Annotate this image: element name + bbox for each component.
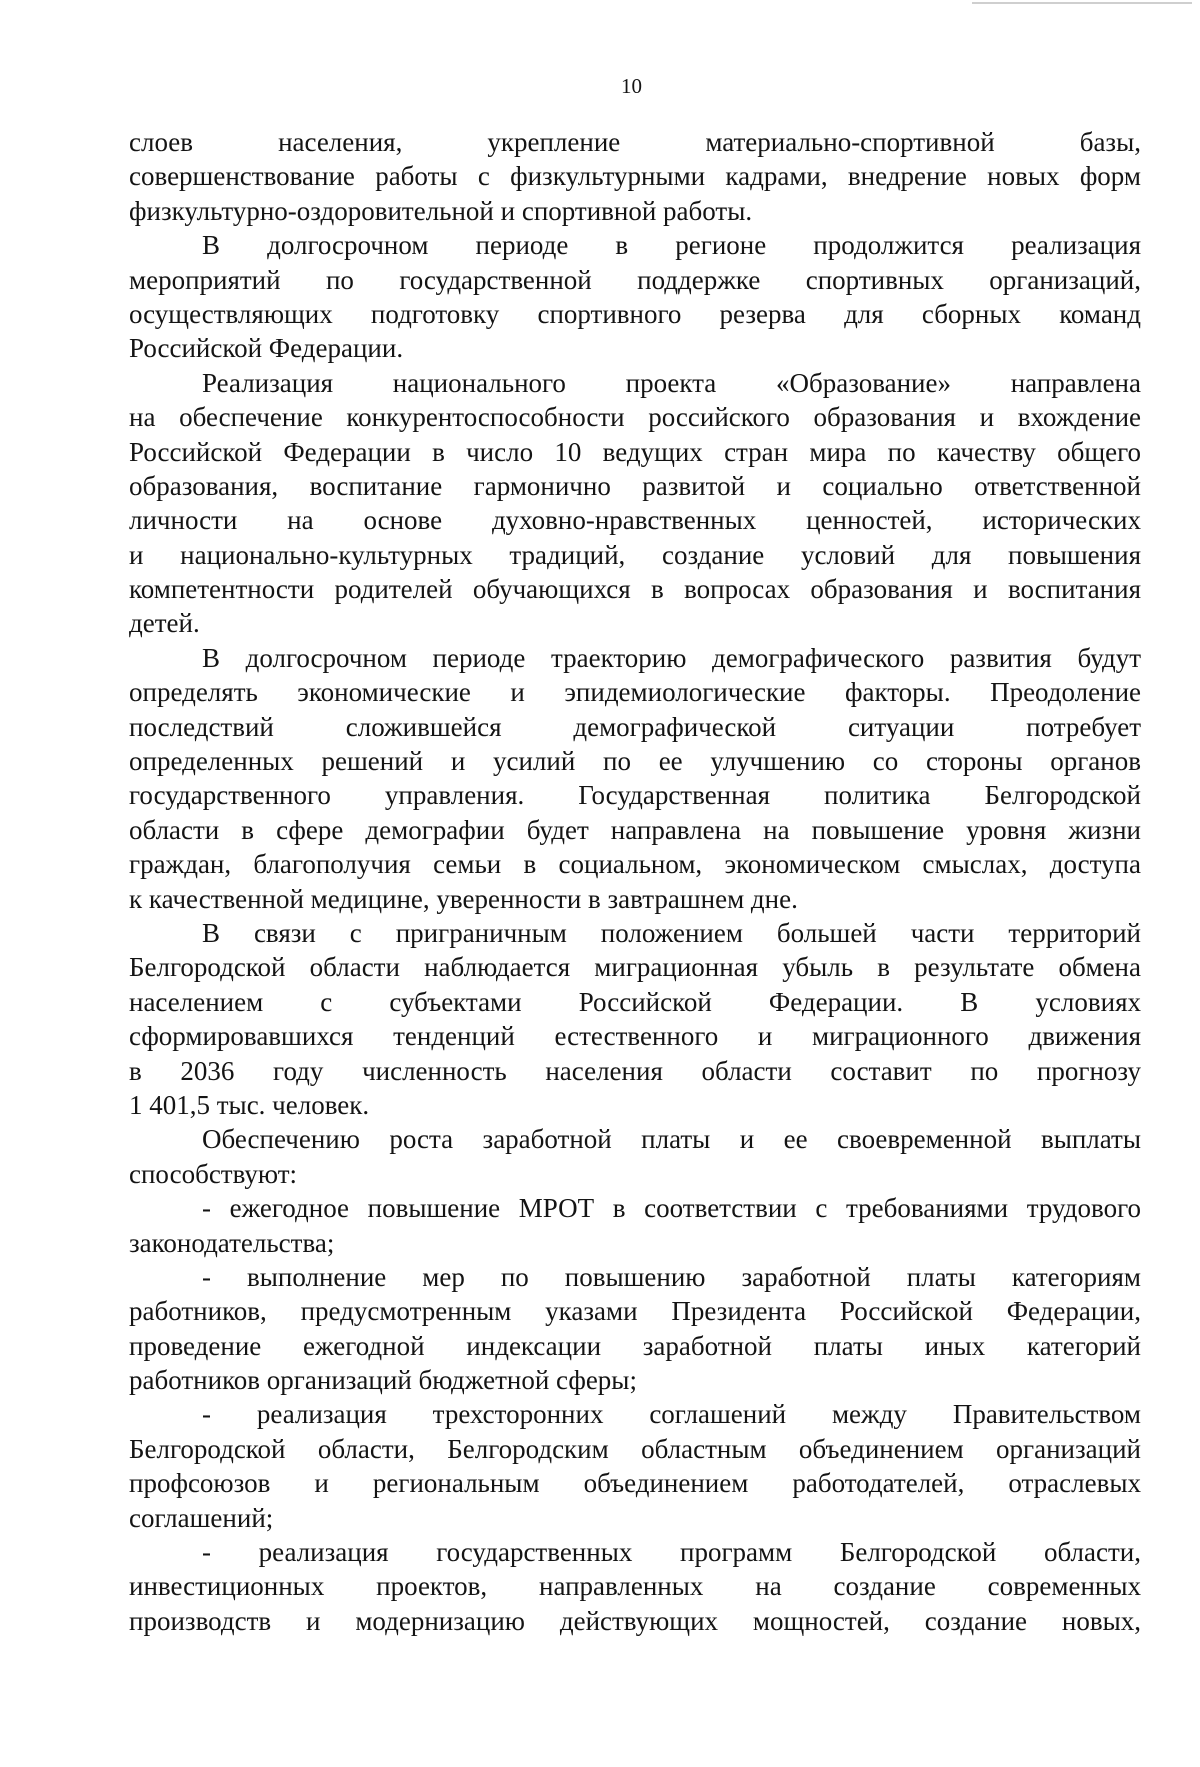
text-line: личности на основе духовно-нравственных ценностей, исторических <box>129 505 1141 536</box>
paragraph-start-line: Обеспечению роста заработной платы и ее своевременной выплаты <box>202 1124 1141 1155</box>
list-item-line: - реализация трехсторонних соглашений между Правительством <box>202 1399 1141 1430</box>
text-line: на обеспечение конкурентоспособности российского образования и вхождение <box>129 402 1141 433</box>
text-line: слоев населения, укрепление материально-спортивной базы, <box>129 127 1141 157</box>
text-line: в 2036 году численность населения области составит по прогнозу <box>129 1055 1141 1086</box>
paragraph-start-line: В долгосрочном периоде в регионе продолжится реализация <box>202 230 1141 261</box>
paragraph-start-line: В долгосрочном периоде траекторию демографического развития будут <box>202 642 1141 673</box>
text-line: осуществляющих подготовку спортивного резерва для сборных команд <box>129 298 1141 329</box>
text-line: производств и модернизацию действующих мощностей, создание новых, <box>129 1605 1141 1636</box>
text-line: последствий сложившейся демографической ситуации потребует <box>129 711 1141 742</box>
text-line: Белгородской области наблюдается миграционная убыль в результате обмена <box>129 952 1141 983</box>
text-line: работников, предусмотренным указами Президента Российской Федерации, <box>129 1296 1141 1327</box>
list-item-line: - ежегодное повышение МРОТ в соответствии с требованиями трудового <box>202 1193 1141 1224</box>
text-line: Российской Федерации в число 10 ведущих стран мира по качеству общего <box>129 436 1141 467</box>
text-line: законодательства; <box>129 1227 335 1258</box>
text-line: совершенствование работы с физкультурными кадрами, внедрение новых форм <box>129 161 1141 192</box>
text-line: мероприятий по государственной поддержке спортивных организаций, <box>129 264 1141 295</box>
text-line: детей. <box>129 608 200 639</box>
text-line: инвестиционных проектов, направленных на создание современных <box>129 1571 1141 1602</box>
text-line: проведение ежегодной индексации заработной платы иных категорий <box>129 1330 1141 1361</box>
list-item-line: - реализация государственных программ Белгородской области, <box>202 1537 1141 1568</box>
text-line: к качественной медицине, уверенности в завтрашнем дне. <box>129 883 798 914</box>
text-line: определять экономические и эпидемиологические факторы. Преодоление <box>129 677 1141 708</box>
text-line: компетентности родителей обучающихся в вопросах образования и воспитания <box>129 574 1141 605</box>
text-line: Российской Федерации. <box>129 333 404 364</box>
text-line: способствуют: <box>129 1158 298 1189</box>
text-line: населением с субъектами Российской Федерации. В условиях <box>129 986 1141 1017</box>
list-item-line: - выполнение мер по повышению заработной платы категориям <box>202 1261 1141 1292</box>
paragraph-start-line: Реализация национального проекта «Образование» направлена <box>202 367 1141 398</box>
text-line: профсоюзов и региональным объединением работодателей, отраслевых <box>129 1468 1141 1499</box>
page-number: 10 <box>621 74 642 98</box>
text-line: граждан, благополучия семьи в социальном, экономическом смыслах, доступа <box>129 849 1141 880</box>
text-line: определенных решений и усилий по ее улучшению со стороны органов <box>129 746 1141 777</box>
scan-edge-mark <box>972 2 1192 4</box>
text-line: соглашений; <box>129 1502 274 1533</box>
text-line: 1 401,5 тыс. человек. <box>129 1089 370 1120</box>
paragraph-start-line: В связи с приграничным положением большей части территорий <box>202 917 1141 948</box>
text-line: образования, воспитание гармонично развитой и социально ответственной <box>129 470 1141 501</box>
document-body <box>129 125 1141 1638</box>
text-line: Белгородской области, Белгородским областным объединением организаций <box>129 1433 1141 1464</box>
text-line: работников организаций бюджетной сферы; <box>129 1365 637 1396</box>
text-line: государственного управления. Государственная политика Белгородской <box>129 780 1141 811</box>
text-line: физкультурно-оздоровительной и спортивной работы. <box>129 195 753 226</box>
text-line: области в сфере демографии будет направлена на повышение уровня жизни <box>129 814 1141 845</box>
text-line: и национально-культурных традиций, создание условий для повышения <box>129 539 1141 570</box>
text-line: сформировавшихся тенденций естественного и миграционного движения <box>129 1021 1141 1052</box>
